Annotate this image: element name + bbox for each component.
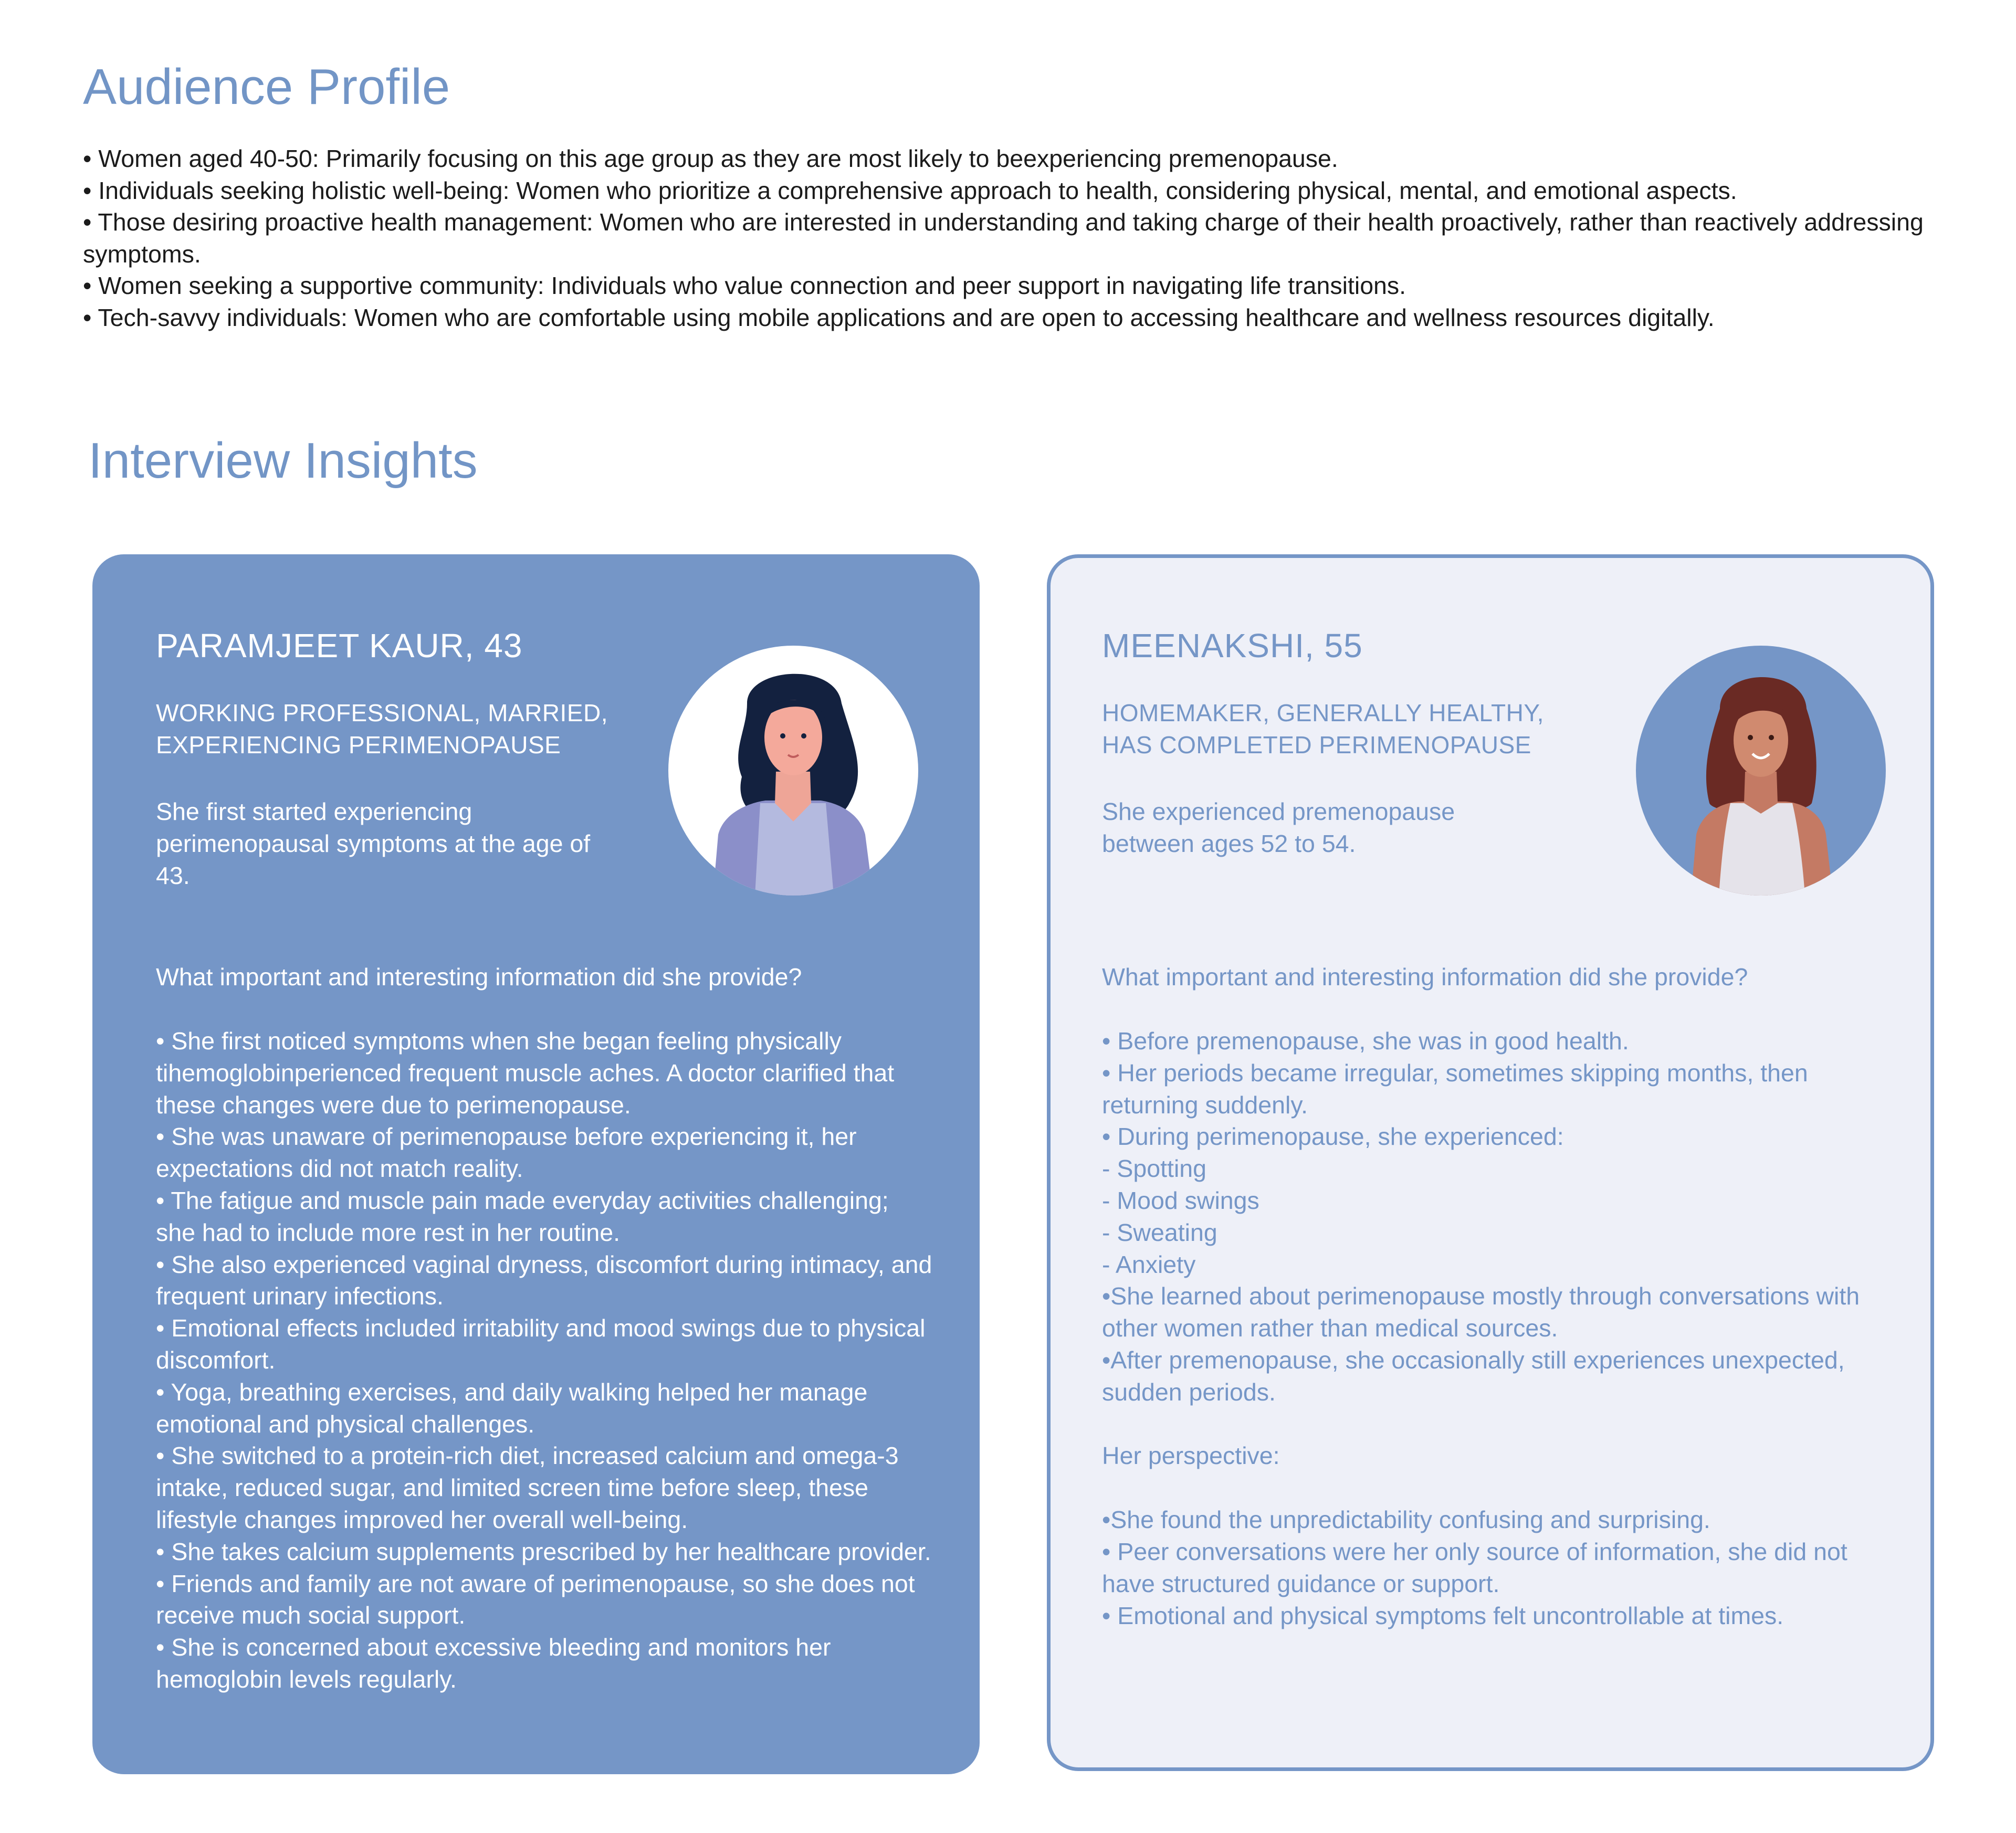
list-item: • Emotional effects included irritability and mood swings due to physical discomfort. (156, 1314, 926, 1374)
list-item: • The fatigue and muscle pain made everyday activities challenging; she had to include more rest in her routine. (156, 1186, 889, 1246)
persona-card-meenakshi (1047, 554, 1934, 1771)
audience-profile-title: Audience Profile (83, 59, 450, 115)
audience-item: • Individuals seeking holistic well-being: Women who prioritize a comprehensive approach to health, considering physical, mental, and emotional aspects. (83, 176, 1737, 204)
persona-name: MEENAKSHI, 55 (1102, 627, 1363, 665)
persona-name: PARAMJEET KAUR, 43 (156, 627, 523, 665)
list-item: - Anxiety (1102, 1250, 1196, 1278)
list-item: •She found the unpredictability confusing and surprising. (1102, 1506, 1710, 1533)
persona-intro: She experienced premenopause between ages 52 to 54. (1102, 798, 1455, 857)
persona-subtitle-line: WORKING PROFESSIONAL, MARRIED, (156, 699, 608, 726)
list-item: • Her periods became irregular, sometimes skipping months, then returning suddenly. (1102, 1059, 1808, 1119)
list-item: • She first noticed symptoms when she began feeling physically tihemoglobinperienced frequent muscle aches. A doctor clarified that these changes were due to perimenopause. (156, 1027, 895, 1119)
audience-item: • Those desiring proactive health management: Women who are interested in understanding and taking charge of their health proactively, rather than reactively addressing symptoms. (83, 208, 1924, 268)
list-item: • She is concerned about excessive bleeding and monitors her hemoglobin levels regularly. (156, 1634, 831, 1693)
list-item: • Peer conversations were her only source of information, she did not have structured guidance or support. (1102, 1538, 1847, 1597)
persona-subtitle-line: EXPERIENCING PERIMENOPAUSE (156, 731, 561, 759)
perspective-label: Her perspective: (1102, 1442, 1280, 1469)
list-item: •After premenopause, she occasionally still experiences unexpected, sudden periods. (1102, 1346, 1845, 1406)
list-item: • Friends and family are not aware of perimenopause, so she does not receive much social support. (156, 1569, 915, 1629)
persona-points (1102, 1025, 1879, 1408)
audience-item: • Women seeking a supportive community: Individuals who value connection and peer support in navigating life transitions. (83, 272, 1406, 299)
list-item: •She learned about perimenopause mostly through conversations with other women rather than medical sources. (1102, 1282, 1860, 1342)
woman-avatar-brown-hair-icon (1636, 646, 1886, 896)
woman-avatar-dark-hair-icon (668, 646, 918, 896)
persona-question: What important and interesting information did she provide? (156, 963, 802, 991)
list-item: • She also experienced vaginal dryness, discomfort during intimacy, and frequent urinary infections. (156, 1250, 932, 1310)
list-item: • She switched to a protein-rich diet, increased calcium and omega-3 intake, reduced sugar, and limited screen time before sleep, these lifestyle changes improved her overall well-being. (156, 1442, 899, 1533)
audience-list (83, 143, 1952, 333)
persona-subtitle-line: HOMEMAKER, GENERALLY HEALTHY, (1102, 699, 1544, 726)
persona-card-paramjeet (92, 554, 980, 1774)
audience-item: • Women aged 40-50: Primarily focusing on this age group as they are most likely to beexperiencing premenopause. (83, 145, 1338, 172)
list-item: • During perimenopause, she experienced: (1102, 1123, 1564, 1151)
persona-subtitle-line: HAS COMPLETED PERIMENOPAUSE (1102, 731, 1531, 759)
persona-points (156, 1025, 933, 1695)
persona-subtitle (1102, 697, 1564, 761)
list-item: • Yoga, breathing exercises, and daily walking helped her manage emotional and physical challenges. (156, 1378, 868, 1438)
persona-question: What important and interesting information did she provide? (1102, 963, 1748, 991)
persona-intro: She first started experiencing perimenopausal symptoms at the age of 43. (156, 798, 591, 889)
persona-subtitle (156, 697, 618, 761)
perspective-list (1102, 1504, 1879, 1632)
audience-item: • Tech-savvy individuals: Women who are comfortable using mobile applications and are open to accessing healthcare and wellness resources digitally. (83, 303, 1715, 331)
list-item: • Before premenopause, she was in good health. (1102, 1027, 1629, 1055)
list-item: - Mood swings (1102, 1186, 1259, 1214)
list-item: - Spotting (1102, 1155, 1207, 1183)
list-item: • She takes calcium supplements prescribed by her healthcare provider. (156, 1537, 931, 1565)
list-item: - Sweating (1102, 1218, 1217, 1246)
list-item: • Emotional and physical symptoms felt uncontrollable at times. (1102, 1602, 1784, 1629)
interview-insights-title: Interview Insights (88, 433, 478, 489)
list-item: • She was unaware of perimenopause before experiencing it, her expectations did not match reality. (156, 1123, 857, 1183)
